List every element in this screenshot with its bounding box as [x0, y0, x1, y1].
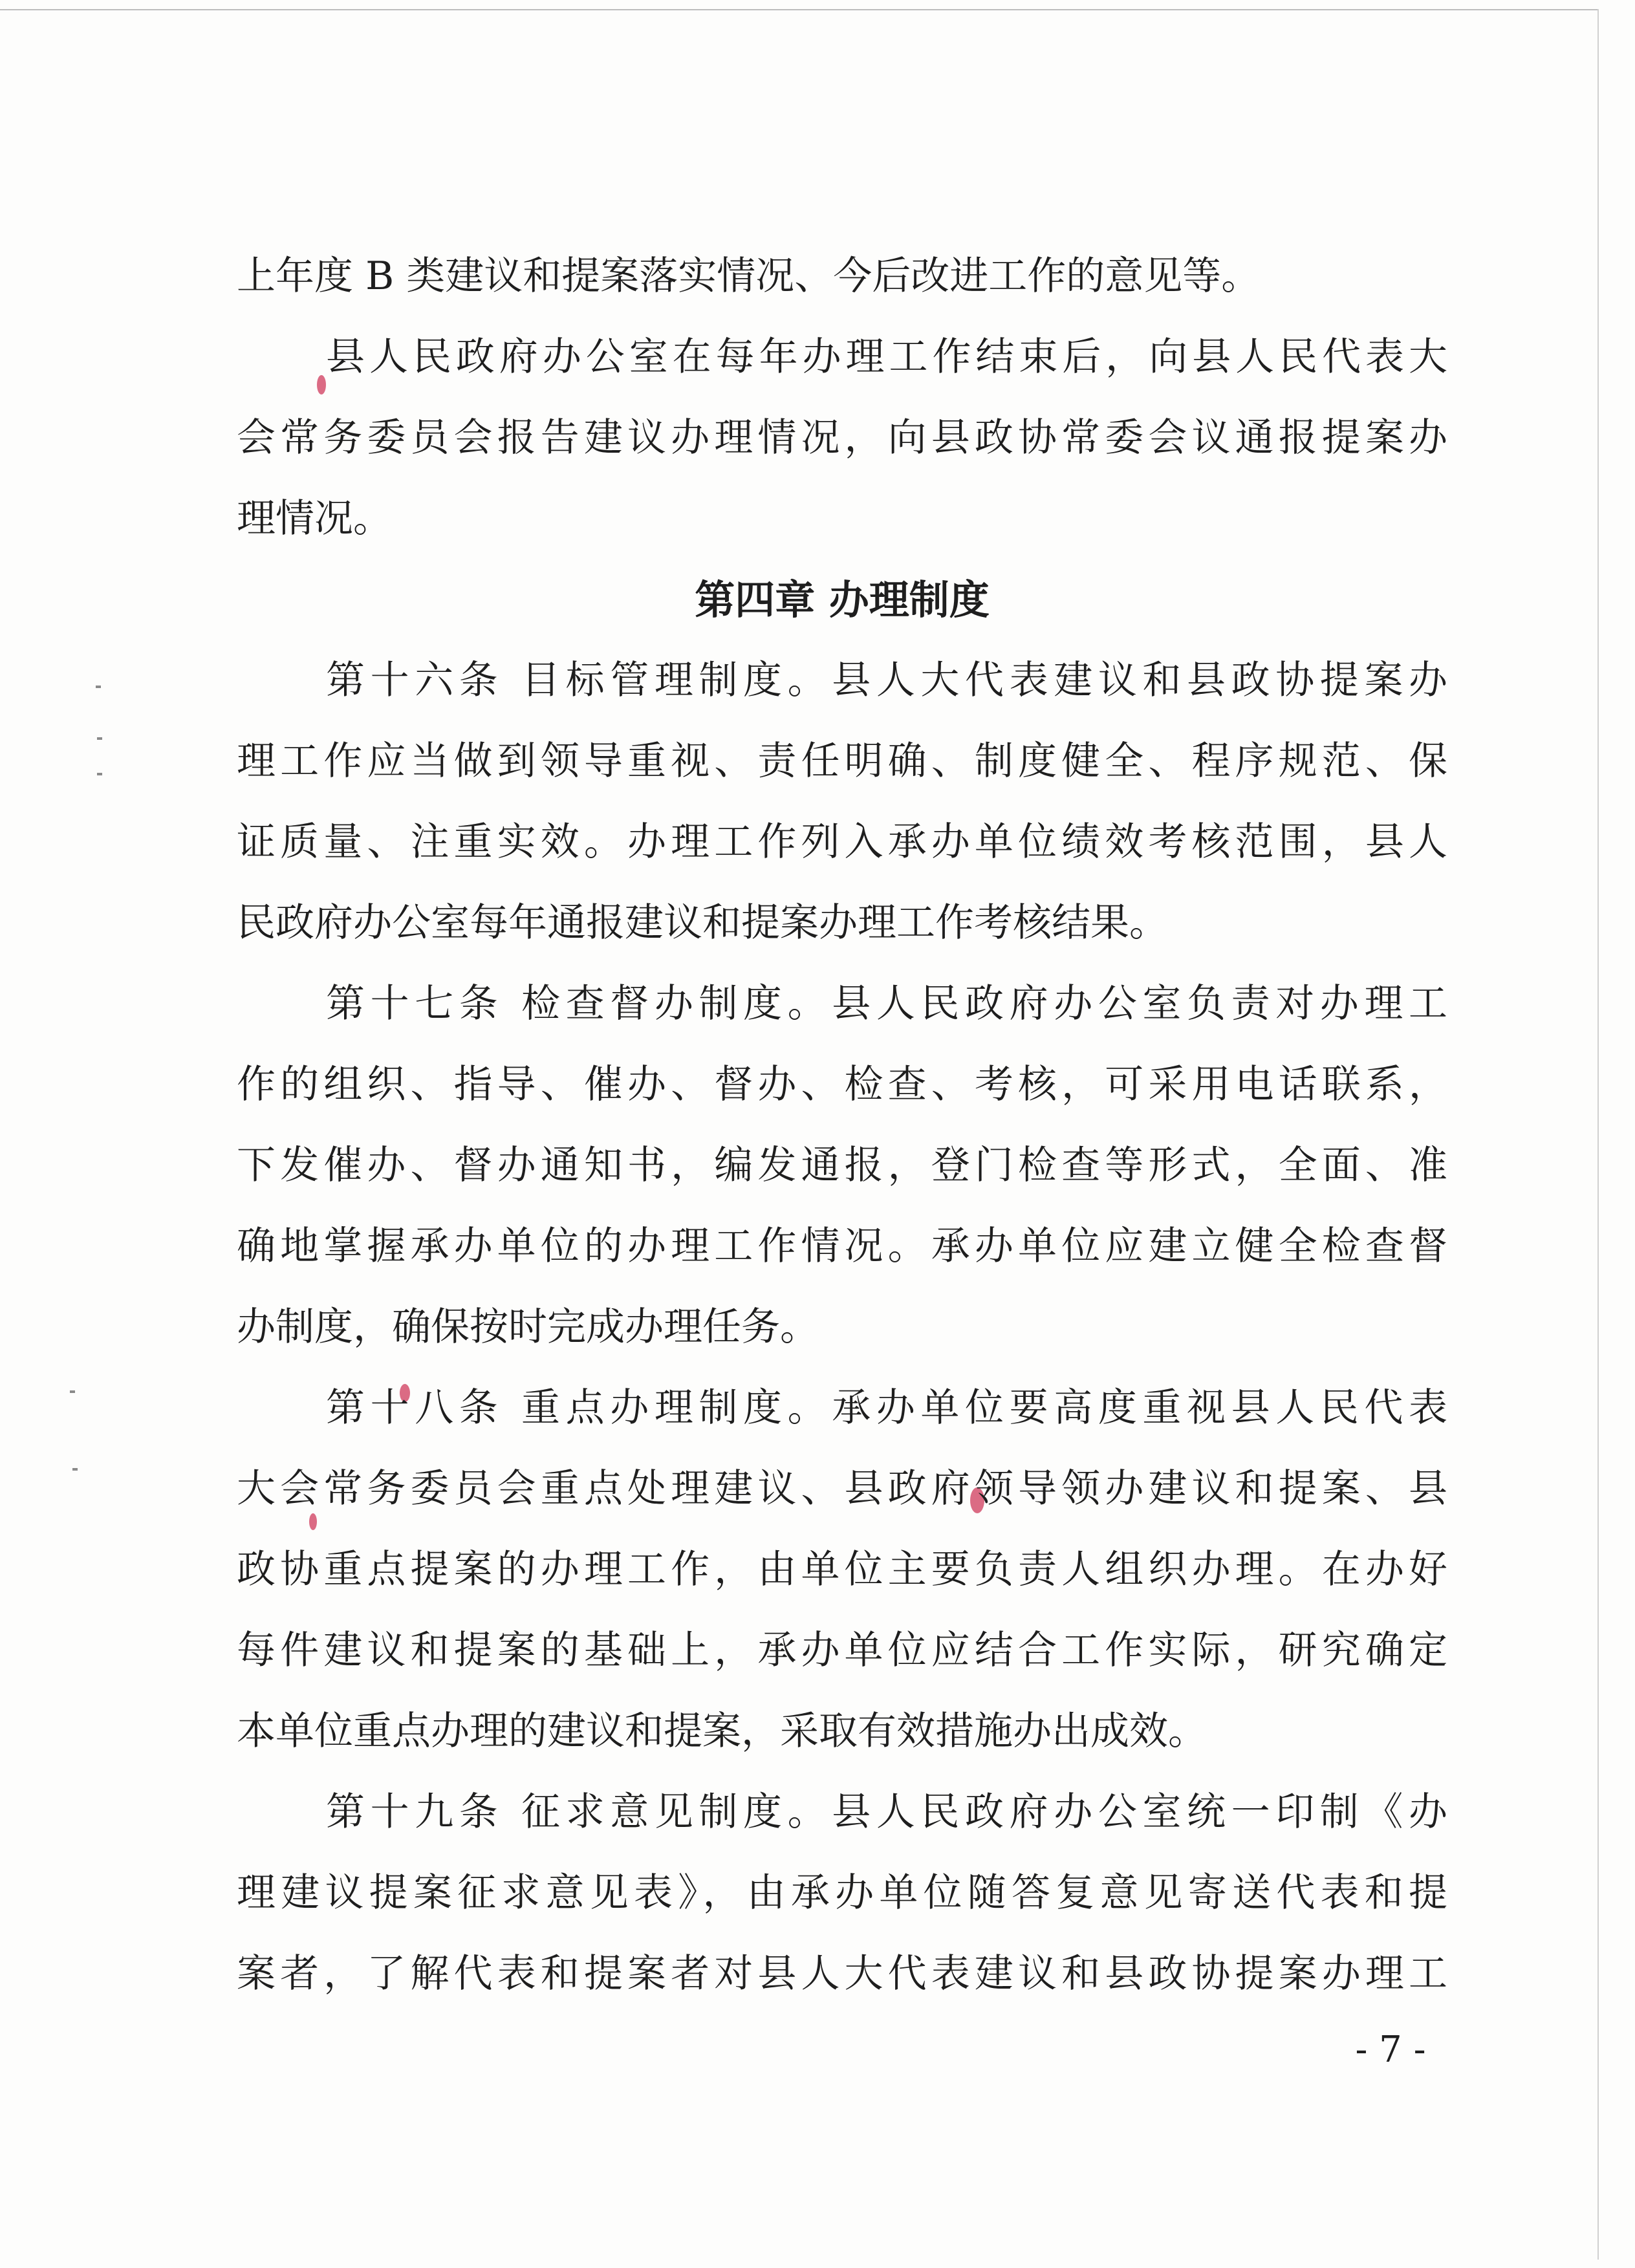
text-line: 确地掌握承办单位的办理工作情况。承办单位应建立健全检查督 — [237, 1224, 1447, 1269]
text-line: 第十六条 目标管理制度。县人大代表建议和县政协提案办 — [326, 658, 1447, 703]
page-number: - 7 - — [1355, 2029, 1426, 2071]
text-line: 本单位重点办理的建议和提案，采取有效措施办出成效。 — [237, 1709, 1207, 1754]
binding-hole-mark — [97, 773, 102, 775]
scan-edge-top — [0, 9, 1597, 10]
text-line: 第十八条 重点办理制度。承办单位要高度重视县人民代表 — [326, 1385, 1447, 1431]
text-line: 办制度，确保按时完成办理任务。 — [237, 1304, 819, 1350]
text-line: 理建议提案征求意见表》，由承办单位随答复意见寄送代表和提 — [237, 1870, 1447, 1916]
text-line: 第十七条 检查督办制度。县人民政府办公室负责对办理工 — [326, 981, 1447, 1026]
text-line: 上年度 B 类建议和提案落实情况、今后改进工作的意见等。 — [237, 254, 1261, 299]
text-line: 大会常务委员会重点处理建议、县政府领导领办建议和提案、县 — [237, 1466, 1447, 1511]
body-text — [237, 236, 1447, 2014]
text-line: 理工作应当做到领导重视、责任明确、制度健全、程序规范、保 — [237, 739, 1447, 784]
text-line: 第十九条 征求意见制度。县人民政府办公室统一印制《办 — [326, 1789, 1447, 1835]
chapter-heading: 第四章 办理制度 — [695, 576, 990, 623]
text-line: 政协重点提案的办理工作，由单位主要负责人组织办理。在办好 — [237, 1547, 1447, 1592]
binding-hole-mark — [97, 737, 102, 740]
text-line: 县人民政府办公室在每年办理工作结束后，向县人民代表大 — [326, 334, 1447, 380]
text-line: 作的组织、指导、催办、督办、检查、考核，可采用电话联系， — [237, 1062, 1447, 1107]
text-line: 下发催办、督办通知书，编发通报，登门检查等形式，全面、准 — [237, 1143, 1447, 1188]
scan-edge-right — [1597, 9, 1599, 2260]
text-line: 民政府办公室每年通报建议和提案办理工作考核结果。 — [237, 900, 1168, 945]
text-line: 会常务委员会报告建议办理情况，向县政协常委会议通报提案办 — [237, 415, 1447, 460]
text-line: 每件建议和提案的基础上，承办单位应结合工作实际，研究确定 — [237, 1628, 1447, 1673]
text-line: 案者，了解代表和提案者对县人大代表建议和县政协提案办理工 — [237, 1951, 1447, 1996]
text-line: 理情况。 — [237, 496, 392, 541]
text-line: 证质量、注重实效。办理工作列入承办单位绩效考核范围，县人 — [237, 819, 1447, 865]
binding-hole-mark — [96, 686, 101, 688]
binding-hole-mark — [72, 1468, 78, 1471]
binding-hole-mark — [70, 1390, 75, 1393]
